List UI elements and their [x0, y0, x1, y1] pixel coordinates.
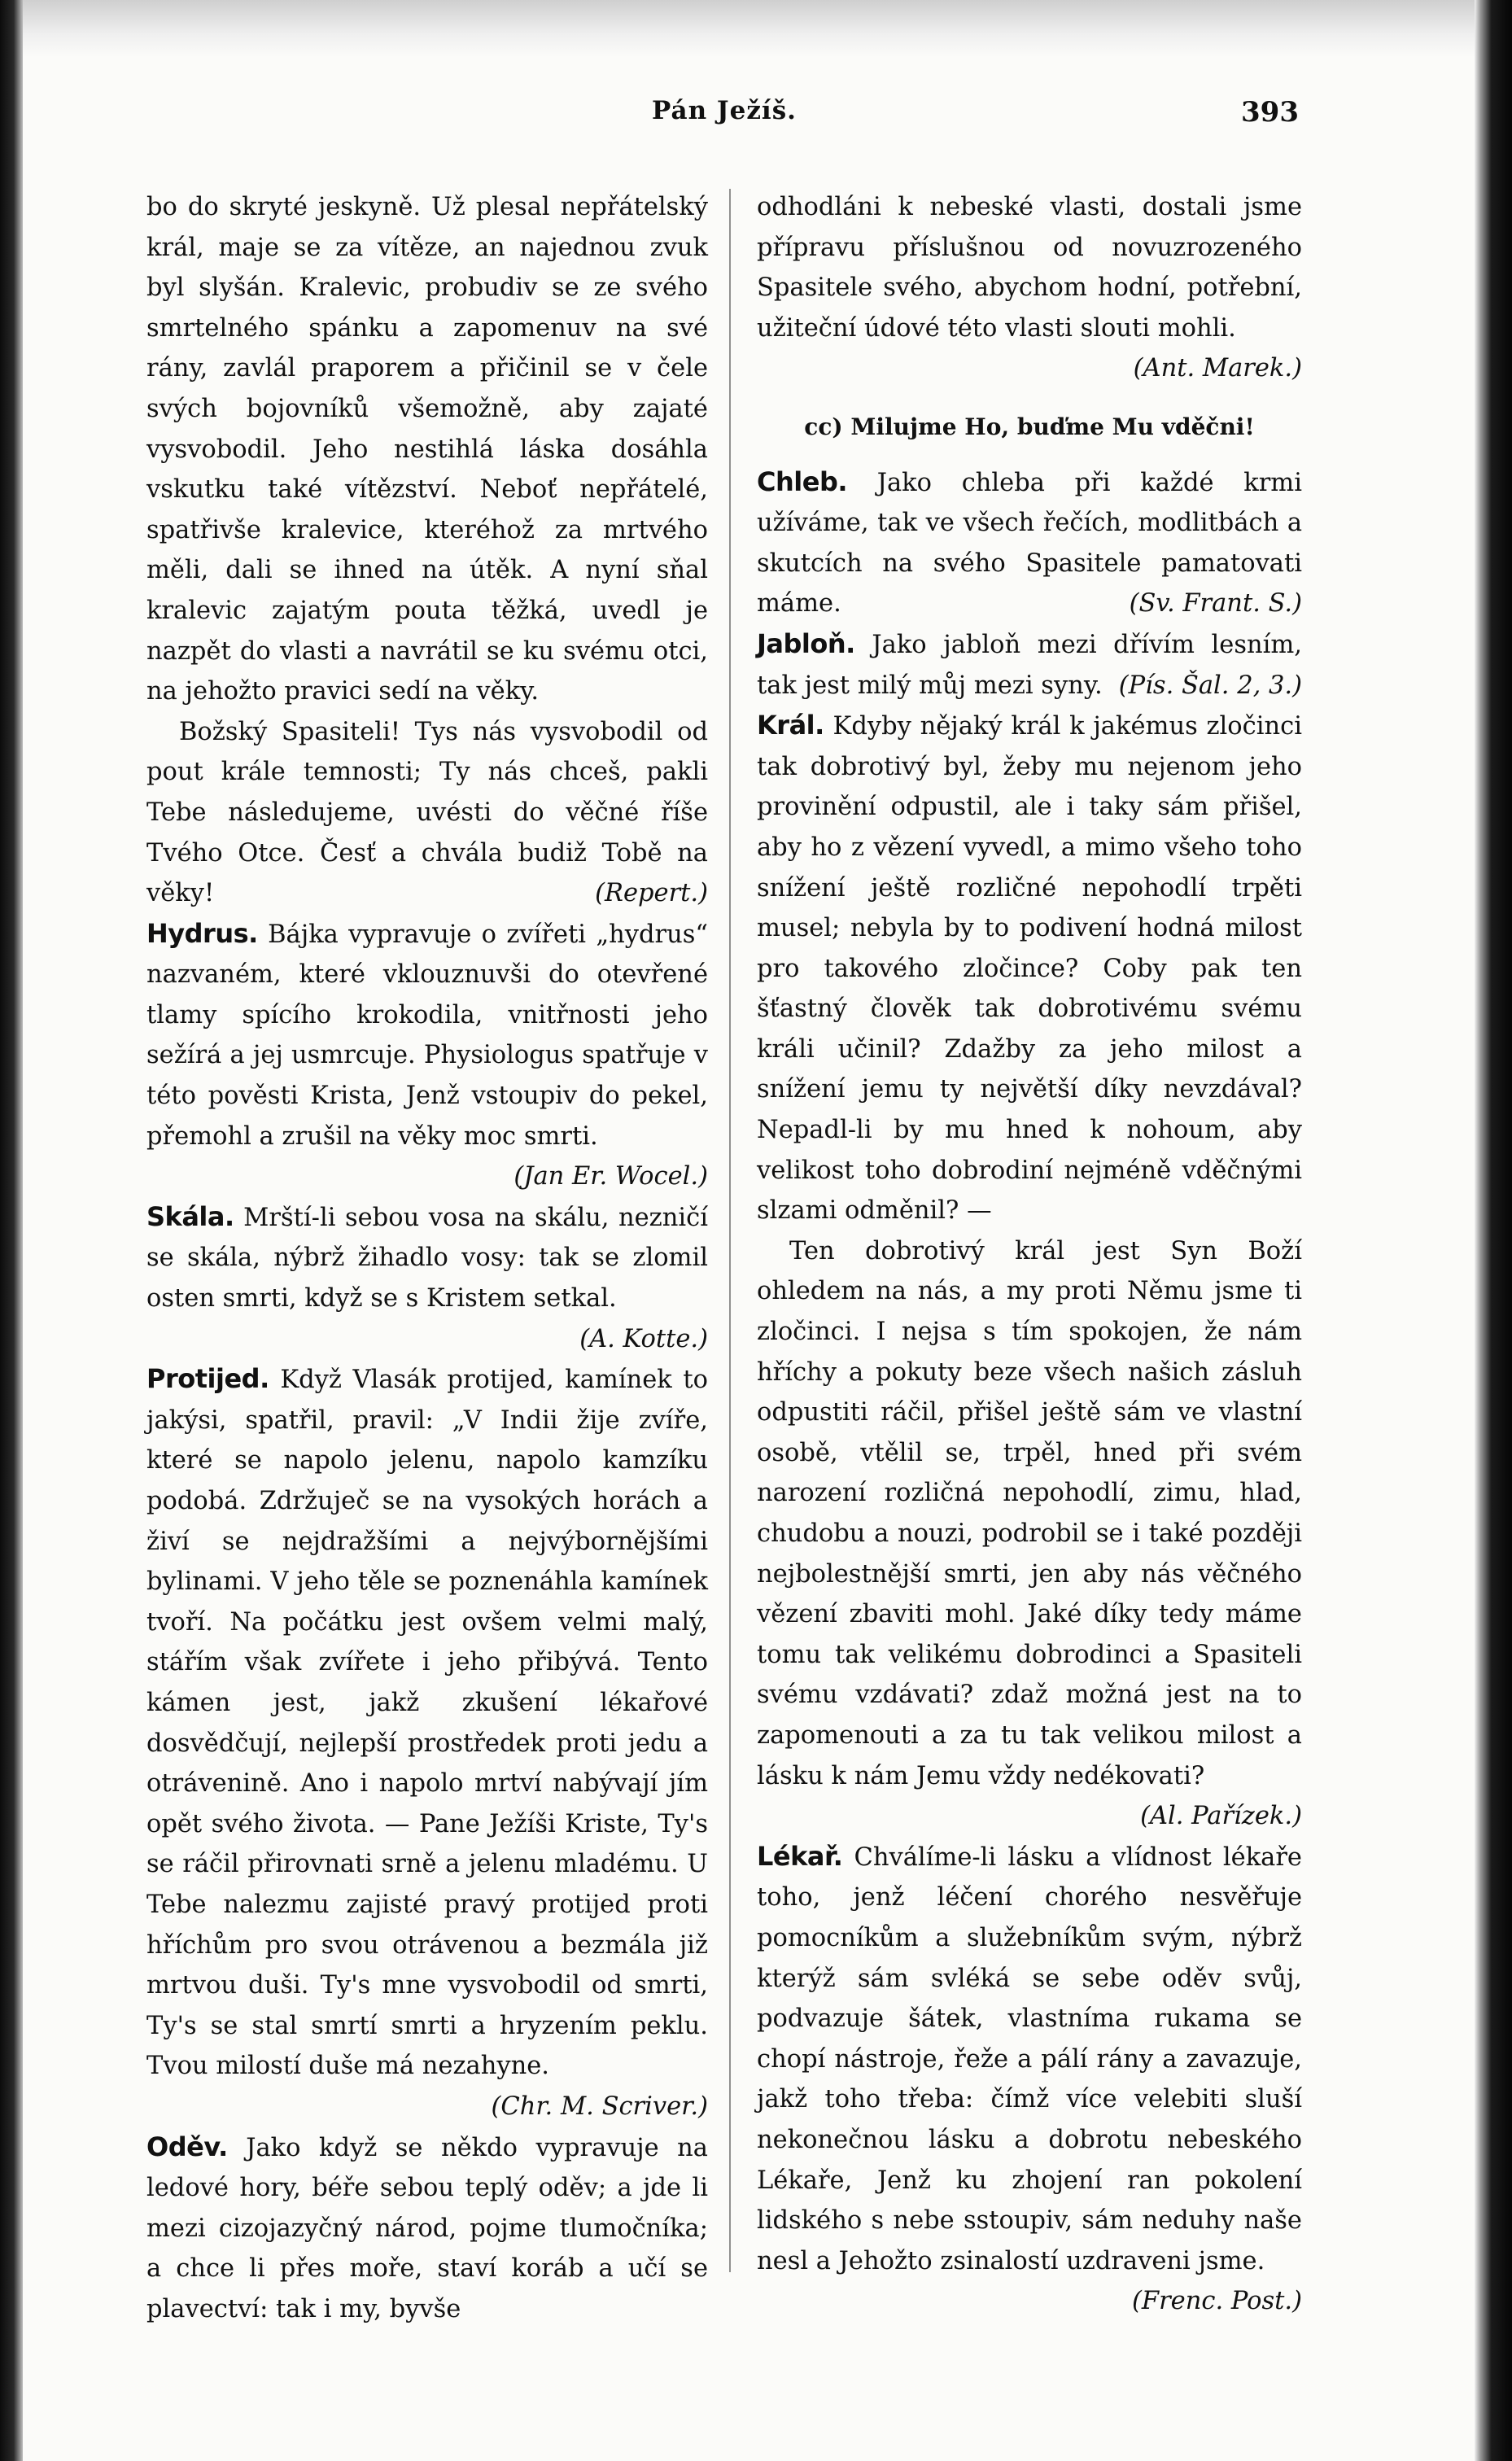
paragraph-vlast	[757, 187, 1302, 389]
entry-jablon	[757, 624, 1302, 706]
paragraph-kralevic	[146, 187, 708, 712]
source-citation: (A. Kotte.)	[579, 1324, 708, 1353]
entry-heading: Chleb.	[757, 466, 847, 497]
entry-text: Když Vlasák protijed, kamínek to jakýsi, spatřil, pravil: „V Indii žije zvíře, které se napolo jelenu, napolo kamzíku podobá. Zdržuječ se na vysokých horách a živí se nejdražšími a nejvýbornějšími bylinami. V jeho těle se poznenáhla kamínek tvoří. Na počátku jest ovšem velmi malý, stářím však zvířete i jeho přibývá. Tento kámen jest, jakž zkušení lékařové dosvědčují, nejlepší prostředek proti jedu a otrávenině. Ano i napolo mrtví nabývají jím opět svého života. — Pane Ježíši Kriste, Ty's se ráčil přirovnati srně a jelenu mladému. U Tebe nalezmu zajisté pravý protijed proti hříchům pro svou otrávenou a bezmála již mrtvou duši. Ty's mne vysvobodil od smrti, Ty's se stal smrtí smrti a hryzením peklu. Tvou milostí duše má nezahyne.	[146, 1366, 708, 2081]
entry-hydrus	[146, 914, 708, 1197]
paragraph-text: odhodláni k nebeské vlasti, dostali jsme přípravu příslušnou od novuzrozeného Spasitele svého, abychom hodní, potřební, užiteční údové této vlasti slouti mohli.	[757, 193, 1302, 343]
column-divider	[729, 189, 731, 2272]
scan-top-shadow	[0, 0, 1512, 57]
paragraph-spasiteli	[146, 712, 708, 914]
running-title: Pán Ježíš.	[652, 96, 797, 125]
running-header	[0, 96, 1512, 145]
entry-heading: Jabloň.	[757, 627, 855, 659]
entry-lekar	[757, 1837, 1302, 2322]
entry-text: Chválíme-li lásku a vlídnost lékaře toho, jenž léčení chorého nesvěřuje pomocníkům a služebníkům svým, nýbrž kterýž sám svléká se sebe oděv svůj, podvazuje šátek, vlastníma rukama se chopí nástroje, řeže a pálí rány a zavazuje, jakž toho třeba: čímž více velebiti sluší nekonečnou lásku a dobrotu nebeského Lékaře, Jenž ku zhojení ran pokolení lidského s nebe sstoupiv, sám neduhy naše nesl a Jehožto zsinalostí uzdraveni jsme.	[757, 1842, 1302, 2275]
entry-odev	[146, 2127, 708, 2330]
source-citation: (Ant. Marek.)	[1133, 354, 1302, 383]
left-column	[146, 187, 708, 2329]
paragraph-kral-2	[757, 1231, 1302, 1837]
section-heading: cc) Milujme Ho, buďme Mu vděčni!	[804, 413, 1255, 440]
paragraph-text: bo do skryté jeskyně. Už plesal nepřátelský král, maje se za vítěze, an najednou zvuk byl slyšán. Kralevic, probudiv se ze svého smrtelného spánku a zapomenuv na své rány, zavlál praporem a přičinil se v čele svých bojovníků všemožně, aby zajaté vysvobodil. Jeho nestihlá láska dosáhla vskutku také vítězství. Neboť nepřátelé, spatřivše kralevice, kteréhož za mrtvého měli, dali se ihned na útěk. A nyní sňal kralevic zajatým pouta těžká, uvedl je nazpět do vlasti a navrátil se ku svému otci, na jehožto pravici sedí na věky.	[146, 193, 708, 706]
right-column	[757, 187, 1302, 2322]
entry-text: Bájka vypravuje o zvířeti „hydrus“ nazvaném, které vklouznuvši do otevřené tlamy spícího krokodila, vnitřnosti jeho sežírá a jej usmrcuje. Physiologus spatřuje v této pověsti Krista, Jenž vstoupiv do pekel, přemohl a zrušil na věky moc smrti.	[146, 920, 708, 1151]
source-citation: (Frenc. Post.)	[1132, 2287, 1302, 2316]
entry-heading: Hydrus.	[146, 917, 258, 949]
entry-chleb	[757, 462, 1302, 624]
entry-skala	[146, 1197, 708, 1359]
scan-left-edge	[0, 0, 23, 2461]
page-number: 393	[1241, 96, 1299, 129]
entry-text: Jako chleba při každé krmi užíváme, tak ve všech řečích, modlitbách a skutcích na svého Spasitele pamatovati máme.	[757, 468, 1302, 619]
entry-text: Kdyby nějaký král k jakémus zločinci tak dobrotivý byl, žeby mu nejenom jeho provinění odpustil, ale i taky sám přišel, aby ho z vězení vyvedl, a mimo všeho toho snížení ještě rozličné nepohodlí trpěti musel; nebyla by to podivení hodná milost pro takového zločince? Coby pak ten šťastný člověk tak dobrotivému svému králi učinil? Zdažby za jeho milost a snížení jemu ty největší díky nevzdával? Nepadl-li by mu hned k nohoum, aby velikost toho dobrodiní nejméně vděčnými slzami odměnil? —	[757, 712, 1302, 1226]
entry-heading: Oděv.	[146, 2131, 228, 2162]
paragraph-text: Ten dobrotivý král jest Syn Boží ohledem na nás, a my proti Němu jsme ti zločinci. I nejsa s tím spokojen, že nám hříchy a pokuty beze všech našich zásluh odpustiti ráčil, přišel ještě sám ve vlastní osobě, vtělil se, trpěl, hned při svém narození rozličná nepohodlí, zimu, hlad, chudobu a nouzi, podrobil se i také později nejbolestnější smrti, jen aby nás věčného vězení zbaviti mohl. Jaké díky tedy máme tomu tak velikému dobrodinci a Spasiteli svému vzdávati? zdaž možná jest na to zapomenouti a za tu tak velikou milost a lásku k nám Jemu vždy nedékovati?	[757, 1236, 1302, 1790]
entry-kral	[757, 706, 1302, 1231]
entry-heading: Lékař.	[757, 1840, 843, 1872]
entry-text: Jako když se někdo vypravuje na ledové hory, béře sebou teplý oděv; a jde li mezi cizojazyčný národ, pojme tlumočníka; a chce li přes moře, staví koráb a učí se plavectví: tak i my, byvše	[146, 2133, 708, 2323]
source-citation: (Pís. Šal. 2, 3.)	[1118, 671, 1302, 700]
entry-text: Mrští-li sebou vosa na skálu, nezničí se skála, nýbrž žihadlo vosy: tak se zlomil osten smrti, když se s Kristem setkal.	[146, 1203, 708, 1314]
source-citation: (Jan Er. Wocel.)	[513, 1162, 708, 1191]
entry-heading: Skála.	[146, 1200, 234, 1232]
source-citation: (Chr. M. Scriver.)	[491, 2092, 708, 2121]
scan-right-edge	[1475, 0, 1512, 2461]
entry-heading: Protijed.	[146, 1363, 269, 1395]
paragraph-text: Božský Spasiteli! Tys nás vysvobodil od pout krále temnosti; Ty nás chceš, pakli Tebe následujeme, uvésti do věčné říše Tvého Otce. Česť a chvála budiž Tobě na věky!	[146, 717, 708, 908]
source-citation: (Al. Pařízek.)	[1140, 1802, 1302, 1831]
entry-protijed	[146, 1359, 708, 2127]
entry-text: Jako jabloň mezi dřívím lesním, tak jest milý můj mezi syny.	[757, 630, 1302, 700]
source-citation: (Sv. Frant. S.)	[1129, 589, 1302, 619]
source-citation: (Repert.)	[595, 879, 708, 908]
entry-heading: Král.	[757, 710, 824, 741]
